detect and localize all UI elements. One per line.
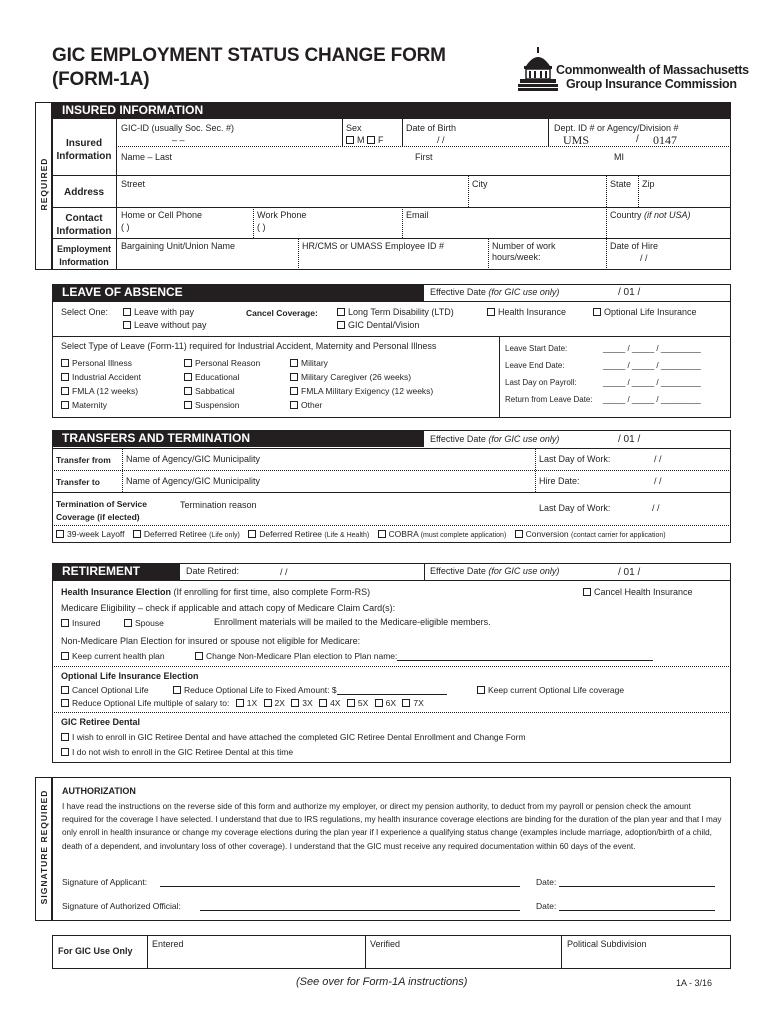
hire-date-field[interactable]: / /: [640, 253, 648, 263]
bargaining-label: Bargaining Unit/Union Name: [121, 241, 236, 251]
cancel-health[interactable]: Health Insurance: [487, 307, 566, 317]
home-phone-label: Home or Cell Phone: [121, 210, 203, 220]
termination-options[interactable]: 39-week Layoff Deferred Retiree (Life only) Deferred Retiree (Life & Health) COBRA (must complete application) Conversion (contact carrier for application): [56, 529, 666, 539]
first-name-label: First: [415, 152, 433, 162]
leave-effective-label: Effective Date (for GIC use only): [430, 287, 560, 297]
cancel-coverage-label: Cancel Coverage:: [246, 308, 318, 318]
termination-label: Termination of Service Coverage (if elected): [56, 499, 148, 522]
date-retired-field[interactable]: / /: [280, 567, 288, 577]
employment-label: Employment Information: [56, 244, 111, 267]
reduce-multiple[interactable]: Reduce Optional Life multiple of salary to: 1X 2X 3X 4X 5X 6X 7X: [61, 698, 424, 708]
signature-required-label: SIGNATURE REQUIRED: [39, 789, 49, 905]
leave-types-col2[interactable]: Personal Reason Educational Sabbatical Suspension: [184, 356, 260, 412]
non-medicare-text: Non-Medicare Plan Election for insured or spouse not eligible for Medicare:: [61, 636, 361, 646]
retirement-header: RETIREMENT: [52, 563, 180, 580]
keep-plan[interactable]: Keep current health plan: [61, 651, 165, 661]
gic-id-label: GIC-ID (usually Soc. Sec. #): [121, 123, 235, 133]
termination-reason-label: Termination reason: [180, 500, 257, 510]
retirement-effective-label: Effective Date (for GIC use only): [430, 566, 560, 576]
see-over-text: (See over for Form-1A instructions): [296, 976, 468, 988]
cancel-optional[interactable]: Cancel Optional Life: [61, 685, 149, 695]
leave-effective-value: / 01 /: [618, 287, 641, 298]
form-title-line2: (FORM-1A): [52, 69, 150, 90]
hire-date-transfer-label: Hire Date:: [539, 476, 580, 486]
cancel-ltd[interactable]: Long Term Disability (LTD): [337, 307, 454, 317]
sex-label: Sex: [346, 123, 362, 133]
work-phone-label: Work Phone: [257, 210, 307, 220]
email-label: Email: [406, 210, 429, 220]
sig-official-date-label: Date:: [536, 901, 557, 911]
leave-types-col1[interactable]: Personal Illness Industrial Accident FMLA (12 weeks) Maternity: [61, 356, 141, 412]
optional-life-title: Optional Life Insurance Election: [61, 671, 199, 681]
contact-label: Contact Information: [56, 213, 112, 237]
sex-options[interactable]: M F: [346, 135, 384, 145]
dental-yes[interactable]: I wish to enroll in GIC Retiree Dental and have attached the completed GIC Retiree Dental Enrollment and Change Form: [61, 732, 526, 742]
statehouse-logo-icon: [518, 46, 558, 92]
last-day-work-term-field[interactable]: / /: [652, 503, 660, 513]
dept-label: Dept. ID # or Agency/Division #: [554, 123, 679, 133]
hours-label: Number of work hours/week:: [492, 241, 556, 262]
logo-line1: Commonwealth of Massachusetts: [556, 63, 749, 77]
state-label: State: [610, 179, 632, 189]
transfer-to-label: Transfer to: [56, 477, 100, 487]
work-phone-field[interactable]: ( ): [257, 222, 266, 232]
zip-label: Zip: [642, 179, 655, 189]
required-label: REQUIRED: [39, 157, 49, 211]
form-title: [52, 44, 446, 92]
medicare-insured[interactable]: Insured: [61, 618, 100, 628]
cancel-dental-vision[interactable]: GIC Dental/Vision: [337, 320, 419, 330]
transfer-to-agency-label: Name of Agency/GIC Municipality: [126, 476, 261, 486]
dental-title: GIC Retiree Dental: [61, 717, 141, 727]
leave-type-prompt: Select Type of Leave (Form-11) required for Industrial Accident, Maternity and Personal Illness: [61, 341, 437, 351]
transfers-effective-value: / 01 /: [618, 434, 641, 445]
sig-applicant-label: Signature of Applicant:: [62, 877, 148, 887]
enrollment-note: Enrollment materials will be mailed to the Medicare-eligible members.: [214, 617, 491, 627]
entered-label: Entered: [152, 939, 184, 949]
sig-official-label: Signature of Authorized Official:: [62, 901, 181, 911]
leave-dates: Leave Start Date: Leave End Date: Last Day on Payroll: Return from Leave Date:: [505, 344, 593, 404]
cancel-health-retire[interactable]: Cancel Health Insurance: [583, 587, 693, 597]
home-phone-field[interactable]: ( ): [121, 222, 130, 232]
leave-without-pay[interactable]: Leave without pay: [123, 320, 207, 330]
verified-label: Verified: [370, 939, 401, 949]
transfer-from-label: Transfer from: [56, 455, 111, 465]
checkbox-male[interactable]: [346, 136, 354, 144]
country-label: Country (if not USA): [610, 210, 691, 220]
street-label: Street: [121, 179, 146, 189]
mi-label: MI: [614, 152, 624, 162]
hi-election: Health Insurance Election (If enrolling for first time, also complete Form-RS): [61, 587, 371, 597]
medicare-text: Medicare Eligibility – check if applicable and attach copy of Medicare Claim Card(s):: [61, 603, 396, 613]
hire-date-label: Date of Hire: [610, 241, 659, 251]
form-title-line1: GIC EMPLOYMENT STATUS CHANGE FORM: [52, 45, 446, 66]
hire-date-transfer-field[interactable]: / /: [654, 476, 662, 486]
political-label: Political Subdivision: [567, 939, 647, 949]
sig-applicant-date-label: Date:: [536, 877, 557, 887]
dept-slash: /: [636, 134, 639, 145]
change-plan[interactable]: Change Non-Medicare Plan election to Plan name:: [195, 651, 653, 661]
last-day-work-field[interactable]: / /: [654, 454, 662, 464]
logo-line2: Group Insurance Commission: [566, 77, 737, 91]
authorization-text: I have read the instructions on the reverse side of this form and authorize my employer, or direct my pension authority, to deduct from my payroll or pension check the amount required for the coverage I have selected. I understand that due to IRS regulations, my health insurance coverage elections are binding for the duration of the plan year and that I may only enroll in health insurance or change my coverage elections during the plan year if I experience a qualifying status change (examples include marriage, adoption/birth of a child, death of a dependent, and involuntary loss of other coverage). I understand that the GIC must receive any required documentation within 60 days of the event.: [62, 802, 722, 851]
leave-date-fields[interactable]: _____ / _____ / _________ _____ / _____ / _________ _____ / _____ / _________ _____ / _____ / _________: [603, 344, 701, 404]
form-code: 1A - 3/16: [676, 978, 713, 988]
leave-with-pay[interactable]: Leave with pay: [123, 307, 194, 317]
authorization-title: AUTHORIZATION: [62, 786, 136, 796]
date-retired-label: Date Retired:: [186, 566, 240, 576]
transfers-effective-label: Effective Date (for GIC use only): [430, 434, 560, 444]
insured-header: INSURED INFORMATION: [52, 102, 731, 119]
dental-no[interactable]: I do not wish to enroll in the GIC Retiree Dental at this time: [61, 747, 293, 757]
required-sidebar: [35, 102, 52, 270]
last-day-work-term-label: Last Day of Work:: [539, 503, 611, 513]
checkbox-female[interactable]: [367, 136, 375, 144]
keep-optional[interactable]: Keep current Optional Life coverage: [477, 685, 624, 695]
name-last-label: Name – Last: [121, 152, 173, 162]
dob-label: Date of Birth: [406, 123, 457, 133]
insured-info-label: Insured Information: [56, 138, 112, 162]
division-value[interactable]: 0147: [653, 133, 677, 147]
leave-types-col3[interactable]: Military Military Caregiver (26 weeks) FMLA Military Exigency (12 weeks) Other: [290, 356, 433, 412]
address-label: Address: [63, 187, 104, 198]
select-one-label: Select One:: [61, 307, 109, 317]
gic-use-label: For GIC Use Only: [58, 946, 133, 956]
dob-field[interactable]: / /: [437, 135, 445, 145]
leave-header: LEAVE OF ABSENCE: [52, 284, 424, 301]
last-day-work-label: Last Day of Work:: [539, 454, 611, 464]
hr-id-label: HR/CMS or UMASS Employee ID #: [302, 241, 445, 251]
medicare-spouse[interactable]: Spouse: [124, 618, 164, 628]
signature-sidebar: [35, 777, 52, 921]
cancel-optional-life[interactable]: Optional Life Insurance: [593, 307, 697, 317]
retirement-effective-value: / 01 /: [618, 567, 641, 578]
reduce-fixed[interactable]: Reduce Optional Life to Fixed Amount: $: [173, 685, 447, 695]
transfers-header: TRANSFERS AND TERMINATION: [52, 430, 424, 447]
transfer-from-agency-label: Name of Agency/GIC Municipality: [126, 454, 261, 464]
dept-value[interactable]: UMS: [563, 133, 590, 147]
gic-id-dashes: – –: [172, 135, 185, 145]
city-label: City: [472, 179, 488, 189]
